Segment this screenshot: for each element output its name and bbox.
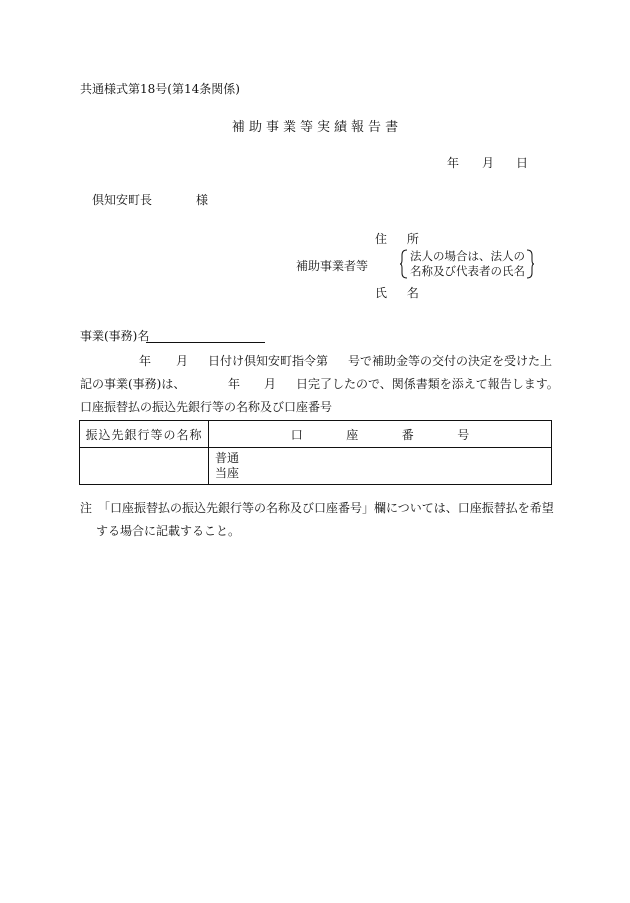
account-number-cell[interactable] bbox=[209, 448, 552, 485]
table-row bbox=[80, 448, 552, 485]
title-char: 等 bbox=[299, 120, 313, 135]
body-line2-tail: 日完了したので、関係書類を添えて報告します。 bbox=[296, 377, 559, 391]
page-title bbox=[0, 121, 630, 134]
note-line-2: する場合に記載すること。 bbox=[96, 524, 241, 538]
corporate-note-line2: 名称及び代表者の氏名 bbox=[410, 264, 525, 278]
date-day: 日 bbox=[516, 156, 529, 170]
applicant-label: 補助事業者等 bbox=[296, 259, 369, 273]
body-line2-year: 年 bbox=[228, 377, 241, 391]
account-header-char: 座 bbox=[346, 427, 359, 442]
title-char: 告 bbox=[368, 120, 382, 135]
project-name-underline bbox=[146, 342, 265, 343]
date-month: 月 bbox=[482, 156, 495, 170]
account-type-ordinary: 普通 bbox=[215, 451, 240, 465]
title-char: 報 bbox=[351, 120, 365, 135]
title-char: 書 bbox=[385, 120, 399, 135]
title-char: 績 bbox=[334, 120, 348, 135]
form-number: 共通様式第18号(第14条関係) bbox=[80, 82, 240, 96]
title-char: 業 bbox=[282, 120, 296, 135]
body-line2-head: 記の事業(事務)は、 bbox=[80, 377, 186, 391]
account-heading: 口座振替払の振込先銀行等の名称及び口座番号 bbox=[80, 400, 333, 414]
body-line1-year: 年 bbox=[139, 354, 152, 368]
body-line1-mid: 日付け倶知安町指令第 bbox=[208, 354, 329, 368]
body-line2-month: 月 bbox=[264, 377, 277, 391]
corporate-note bbox=[400, 249, 534, 279]
account-header-char: 口 bbox=[290, 427, 303, 442]
table-header-row bbox=[80, 421, 552, 448]
title-char: 助 bbox=[248, 120, 262, 135]
bank-name-cell[interactable] bbox=[80, 448, 209, 485]
body-line1-month: 月 bbox=[176, 354, 189, 368]
account-number-header bbox=[209, 421, 552, 448]
body-line1-tail: 号で補助金等の交付の決定を受けた上 bbox=[348, 354, 553, 368]
title-char: 実 bbox=[317, 120, 331, 135]
title-char: 補 bbox=[231, 120, 245, 135]
account-header-char: 番 bbox=[401, 427, 414, 442]
note-line-1: 注 「口座振替払の振込先銀行等の名称及び口座番号」欄については、口座振替払を希望 bbox=[80, 501, 554, 515]
project-name-label: 事業(事務)名 bbox=[80, 329, 150, 343]
addressee-name: 倶知安町長 bbox=[92, 193, 153, 207]
addressee-honorific: 様 bbox=[196, 193, 209, 207]
title-char: 事 bbox=[265, 120, 279, 135]
account-header-char: 号 bbox=[457, 427, 470, 442]
bank-name-header: 振込先銀行等の名称 bbox=[80, 421, 209, 448]
bank-account-table bbox=[79, 420, 552, 485]
address-label: 住 所 bbox=[375, 232, 427, 246]
name-label: 氏 名 bbox=[375, 286, 427, 300]
corporate-note-line1: 法人の場合は、法人の bbox=[410, 249, 525, 263]
account-type-current: 当座 bbox=[215, 466, 240, 480]
date-year: 年 bbox=[447, 156, 460, 170]
